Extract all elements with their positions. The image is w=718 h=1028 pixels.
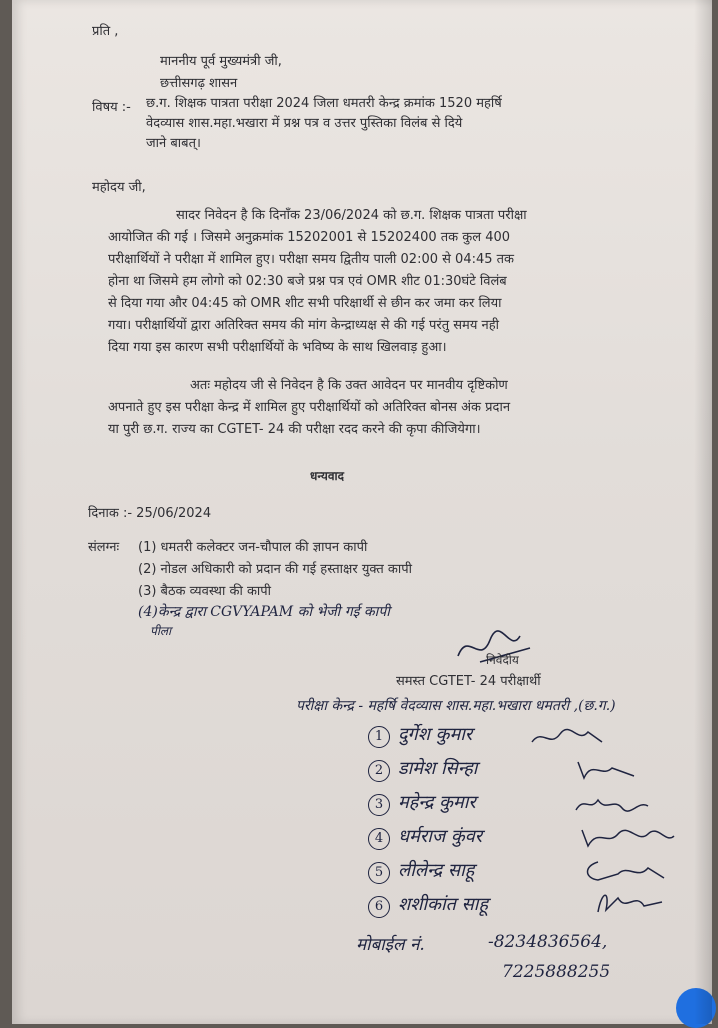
- mobile-number-1: -8234836564,: [488, 932, 608, 952]
- enclosure-3: (3) बैठक व्यवस्था की कापी: [138, 584, 272, 599]
- thanks: धन्यवाद: [310, 469, 345, 483]
- signature-2-icon: [572, 756, 642, 784]
- signatory-number: 5: [368, 862, 390, 884]
- to-line: प्रति ,: [92, 24, 119, 39]
- subject-line-2: वेदव्यास शास.महा.भखारा में प्रश्न पत्र व उत्तर पुस्तिका विलंब से दिये: [146, 116, 463, 131]
- mobile-number-2: 7225888255: [502, 962, 611, 982]
- date-line: दिनाक :- 25/06/2024: [88, 506, 212, 521]
- body-para2-line-1: अतः महोदय जी से निवेदन है कि उक्त आवेदन पर मानवीय दृष्टिकोण: [190, 378, 508, 393]
- enclosure-label: संलग्नः: [88, 540, 120, 555]
- signatory-name: शशीकांत साहू: [398, 894, 488, 915]
- recipient: माननीय पूर्व मुख्यमंत्री जी,: [160, 54, 282, 69]
- signatory-row: [368, 790, 476, 816]
- signatory-name: धर्मराज कुंवर: [398, 826, 483, 847]
- signatory-number: 2: [368, 760, 390, 782]
- signatory-name: दुर्गेश कुमार: [398, 724, 473, 745]
- signatory-number: 3: [368, 794, 390, 816]
- recipient-org: छत्तीसगढ़ शासन: [160, 76, 238, 91]
- center-line: परीक्षा केन्द्र - महर्षि वेदव्यास शास.महा.भखारा धमतरी ,(छ.ग.): [296, 698, 616, 714]
- signatory-name: महेन्द्र कुमार: [398, 792, 476, 813]
- body-para1-line-6: गया। परीक्षार्थियों द्वारा अतिरिक्त समय की मांग केन्द्राध्यक्ष से की गई परंतु समय नही: [108, 318, 499, 333]
- body-para1-line-7: दिया गया इस कारण सभी परीक्षार्थियों के भविष्य के साथ खिलवाड़ हुआ।: [108, 340, 447, 355]
- signatory-name: डामेश सिन्हा: [398, 758, 478, 779]
- handwritten-enclosure-4-note: पीला: [150, 624, 172, 638]
- signatory-row: [368, 722, 472, 748]
- body-para1-line-4: होना था जिसमे हम लोगो को 02:30 बजे प्रश्न पत्र एवं OMR शीट 01:30घंटे विलंब: [108, 274, 507, 289]
- applicant: समस्त CGTET- 24 परीक्षार्थी: [396, 674, 541, 689]
- signatory-number: 4: [368, 828, 390, 850]
- enclosure-2: (2) नोडल अधिकारी को प्रदान की गई हस्ताक्षर युक्त कापी: [138, 562, 412, 577]
- body-para1-line-2: आयोजित की गई । जिसमे अनुक्रमांक 15202001 से 15202400 तक कुल 400: [108, 230, 511, 245]
- body-para2-line-3: या पुरी छ.ग. राज्य का CGTET- 24 की परीक्षा रदद करने की कृपा कीजियेगा।: [108, 422, 481, 437]
- signatory-name: लीलेन्द्र साहू: [398, 860, 475, 881]
- body-para1-line-5: से दिया गया और 04:45 को OMR शीट सभी परिक्षार्थी से छीन कर जमा कर लिया: [108, 296, 502, 311]
- signature-5-icon: [578, 856, 668, 886]
- mobile-label: मोबाईल नं.: [356, 935, 425, 955]
- signature-1-icon: [528, 724, 608, 752]
- signatory-row: [368, 824, 482, 850]
- letter-paper: [12, 0, 712, 1024]
- subject-label: विषय :-: [92, 100, 131, 115]
- signatory-number: 6: [368, 896, 390, 918]
- enclosure-1: (1) धमतरी कलेक्टर जन-चौपाल की ज्ञापन कापी: [138, 540, 368, 555]
- signature-3-icon: [572, 790, 652, 818]
- handwritten-enclosure-4: (4)केन्द्र द्वारा CGVYAPAM को भेजी गई कापी: [138, 604, 390, 620]
- body-para2-line-2: अपनाते हुए इस परीक्षा केन्द्र में शामिल हुए परीक्षार्थियों को अतिरिक्त बोनस अंक प्रदान: [108, 400, 511, 415]
- signatory-row: [368, 892, 488, 918]
- signatory-row: [368, 858, 474, 884]
- body-para1-line-3: परीक्षार्थियों ने परीक्षा में शामिल हुए। परीक्षा समय द्वितीय पाली 02:00 से 04:45 तक: [108, 252, 515, 267]
- signatory-row: [368, 756, 477, 782]
- signatory-number: 1: [368, 726, 390, 748]
- subject-line-3: जाने बाबत्।: [146, 136, 201, 151]
- signature-4-icon: [578, 822, 678, 852]
- salutation: महोदय जी,: [92, 180, 146, 195]
- signature-6-icon: [588, 884, 668, 918]
- applicant-label: निवेदीय: [486, 653, 519, 667]
- subject-line-1: छ.ग. शिक्षक पात्रता परीक्षा 2024 जिला धमतरी केन्द्र क्रमांक 1520 महर्षि: [146, 96, 502, 111]
- body-para1-line-1: सादर निवेदन है कि दिनाँक 23/06/2024 को छ.ग. शिक्षक पात्रता परीक्षा: [176, 208, 527, 223]
- app-badge-icon: [676, 988, 716, 1028]
